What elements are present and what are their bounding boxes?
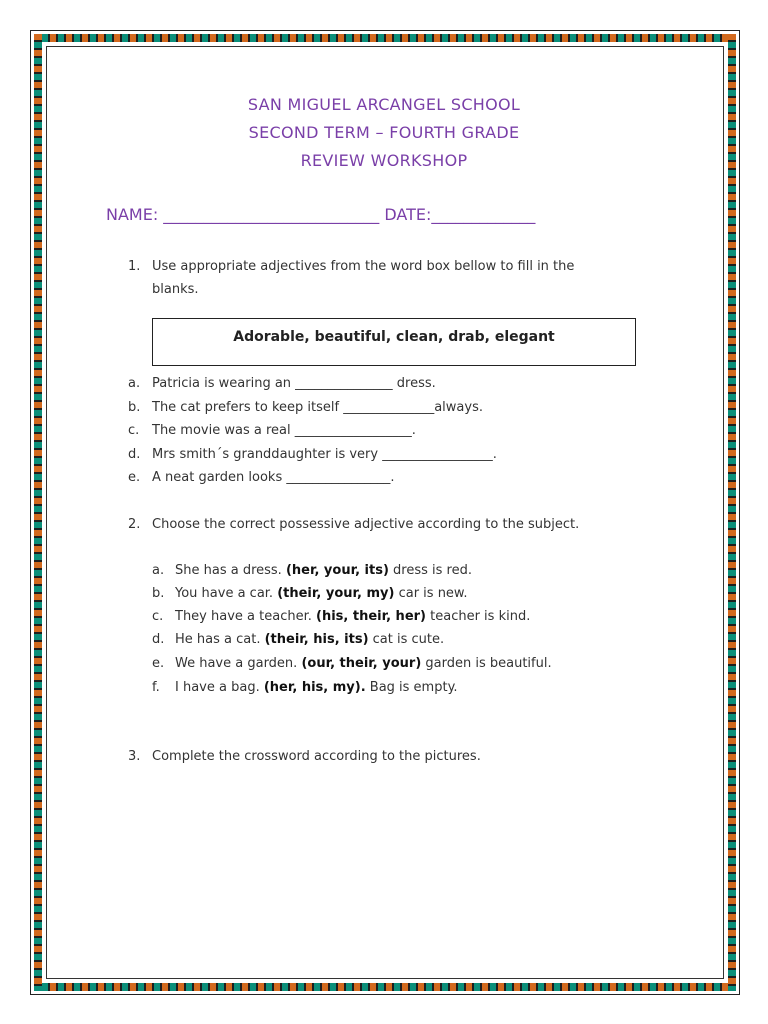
inner-border: [46, 46, 724, 979]
name-date-line: NAME: ___________________________ DATE:_____________: [106, 205, 536, 224]
q2-item-options: (their, his, its): [264, 632, 369, 647]
school-name: SAN MIGUEL ARCANGEL SCHOOL: [247, 95, 521, 114]
workshop-title: REVIEW WORKSHOP: [300, 151, 468, 170]
q2-item-letter: a.: [152, 563, 165, 578]
q2-item-post: teacher is kind.: [426, 609, 531, 624]
q1-text-line2: blanks.: [152, 282, 199, 297]
q2-item-pre: I have a bag.: [175, 680, 264, 695]
q1-item-letter: e.: [128, 470, 141, 485]
q2-item-letter: e.: [152, 656, 165, 671]
q2-item-options: (his, their, her): [316, 609, 426, 624]
q2-item: [175, 656, 552, 671]
q2-item-letter: d.: [152, 632, 165, 647]
q1-item-letter: d.: [128, 447, 141, 462]
q2-item: [175, 609, 530, 624]
q1-item-letter: c.: [128, 423, 140, 438]
q1-item-text: Mrs smith´s granddaughter is very _________________.: [152, 447, 497, 462]
q1-item-text: The movie was a real __________________.: [152, 423, 416, 438]
q2-item-options: (our, their, your): [301, 656, 422, 671]
q2-item-letter: b.: [152, 586, 165, 601]
q1-item-letter: a.: [128, 376, 141, 391]
term-grade: SECOND TERM – FOURTH GRADE: [248, 123, 520, 142]
q2-item-post: garden is beautiful.: [421, 656, 552, 671]
q2-text: Choose the correct possessive adjective according to the subject.: [152, 517, 580, 532]
q2-item: [175, 632, 444, 647]
decorative-border-left: [34, 34, 42, 991]
q2-item: [175, 563, 472, 578]
q2-item-pre: You have a car.: [175, 586, 278, 601]
q2-item: [175, 586, 468, 601]
q2-item-pre: She has a dress.: [175, 563, 286, 578]
q2-item-letter: f.: [152, 680, 160, 695]
q1-item-text: A neat garden looks ________________.: [152, 470, 395, 485]
decorative-border-top: [34, 34, 736, 42]
q2-item-post: car is new.: [394, 586, 468, 601]
q3-text: Complete the crossword according to the pictures.: [152, 749, 481, 764]
q1-item-text: The cat prefers to keep itself ______________always.: [152, 400, 483, 415]
q2-item-post: dress is red.: [388, 563, 472, 578]
q2-item-pre: We have a garden.: [175, 656, 302, 671]
q2-item-pre: They have a teacher.: [175, 609, 316, 624]
q1-number: 1.: [128, 259, 141, 274]
q3-number: 3.: [128, 749, 141, 764]
q1-text-line1: Use appropriate adjectives from the word box bellow to fill in the: [152, 259, 575, 274]
q2-item-pre: He has a cat.: [175, 632, 265, 647]
q2-item-options: (her, his, my).: [263, 680, 366, 695]
q2-item-options: (her, your, its): [285, 563, 389, 578]
q2-item-letter: c.: [152, 609, 164, 624]
q2-item-post: cat is cute.: [368, 632, 445, 647]
q2-number: 2.: [128, 517, 141, 532]
decorative-border-right: [728, 34, 736, 991]
word-box: Adorable, beautiful, clean, drab, elegant: [152, 318, 636, 366]
q2-item-post: Bag is empty.: [365, 680, 458, 695]
q2-item: [175, 680, 458, 695]
q2-item-options: (their, your, my): [277, 586, 395, 601]
q1-item-letter: b.: [128, 400, 141, 415]
q1-item-text: Patricia is wearing an _______________ dress.: [152, 376, 436, 391]
decorative-border-bottom: [34, 983, 736, 991]
